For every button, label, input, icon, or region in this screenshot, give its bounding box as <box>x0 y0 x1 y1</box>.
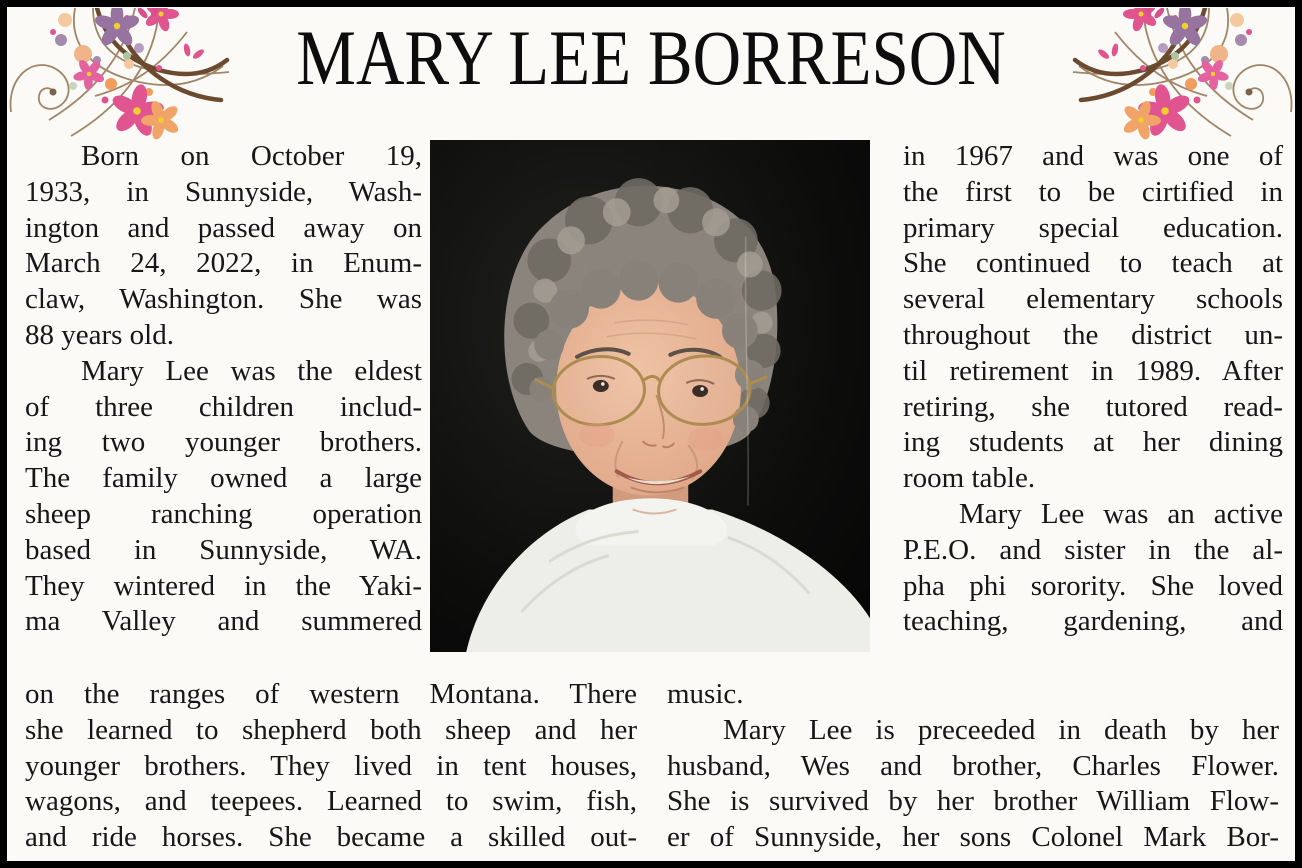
text-line: They wintered in the Yaki- <box>25 569 422 602</box>
text-line: She is survived by her brother William Flow- <box>667 785 1279 818</box>
text-line: of three children includ- <box>25 390 422 423</box>
text-line: The family owned a large <box>25 462 422 495</box>
text-line: the first to be cirtified in <box>903 175 1283 208</box>
text-line: March 24, 2022, in Enum- <box>25 247 422 280</box>
text-line: she learned to shepherd both sheep and her <box>25 713 637 746</box>
text-line: She continued to teach at <box>903 247 1283 280</box>
text-line: husband, Wes and brother, Charles Flower. <box>667 749 1279 782</box>
obituary-column-left-bottom <box>25 677 637 856</box>
text-line: ing students at her dining <box>903 426 1283 459</box>
text-line: teaching, gardening, and <box>903 605 1283 638</box>
text-line: throughout the district un- <box>903 318 1283 351</box>
text-line: ington and passed away on <box>25 211 422 244</box>
text-line: younger brothers. They lived in tent houses, <box>25 749 637 782</box>
text-line: Mary Lee is preceeded in death by her <box>723 713 1279 746</box>
text-line: sheep ranching operation <box>25 497 422 530</box>
text-line: 1933, in Sunnyside, Wash- <box>25 175 422 208</box>
text-line: retiring, she tutored read- <box>903 390 1283 423</box>
text-line: til retirement in 1989. After <box>903 354 1283 387</box>
obituary-column-right-top <box>903 139 1283 640</box>
text-line: pha phi sorority. She loved <box>903 569 1283 602</box>
text-line: ing two younger brothers. <box>25 426 422 459</box>
text-line: er of Sunnyside, her sons Colonel Mark Bor- <box>667 821 1279 854</box>
text-line: claw, Washington. She was <box>25 283 422 316</box>
text-line: and ride horses. She became a skilled out- <box>25 821 637 854</box>
text-line: ma Valley and summered <box>25 605 422 638</box>
text-line: based in Sunnyside, WA. <box>25 533 422 566</box>
text-line: 88 years old. <box>25 318 174 351</box>
text-line: Mary Lee was the eldest <box>81 354 422 387</box>
text-line: Mary Lee was an active <box>959 497 1283 530</box>
text-line: Born on October 19, <box>81 140 422 172</box>
text-line: several elementary schools <box>903 283 1283 316</box>
text-line: music. <box>667 678 744 710</box>
text-line: P.E.O. and sister in the al- <box>903 533 1283 566</box>
text-line: primary special education. <box>903 211 1283 244</box>
portrait-photo <box>430 140 870 652</box>
text-line: on the ranges of western Montana. There <box>25 678 637 710</box>
obituary-column-right-bottom <box>667 677 1279 856</box>
text-line: in 1967 and was one of <box>903 140 1283 172</box>
obituary-column-left-top <box>25 139 422 640</box>
portrait-illustration <box>430 140 870 652</box>
obituary-title: MARY LEE BORRESON <box>296 14 1006 101</box>
text-line: room table. <box>903 462 1036 495</box>
text-line: wagons, and teepees. Learned to swim, fish, <box>25 785 637 818</box>
